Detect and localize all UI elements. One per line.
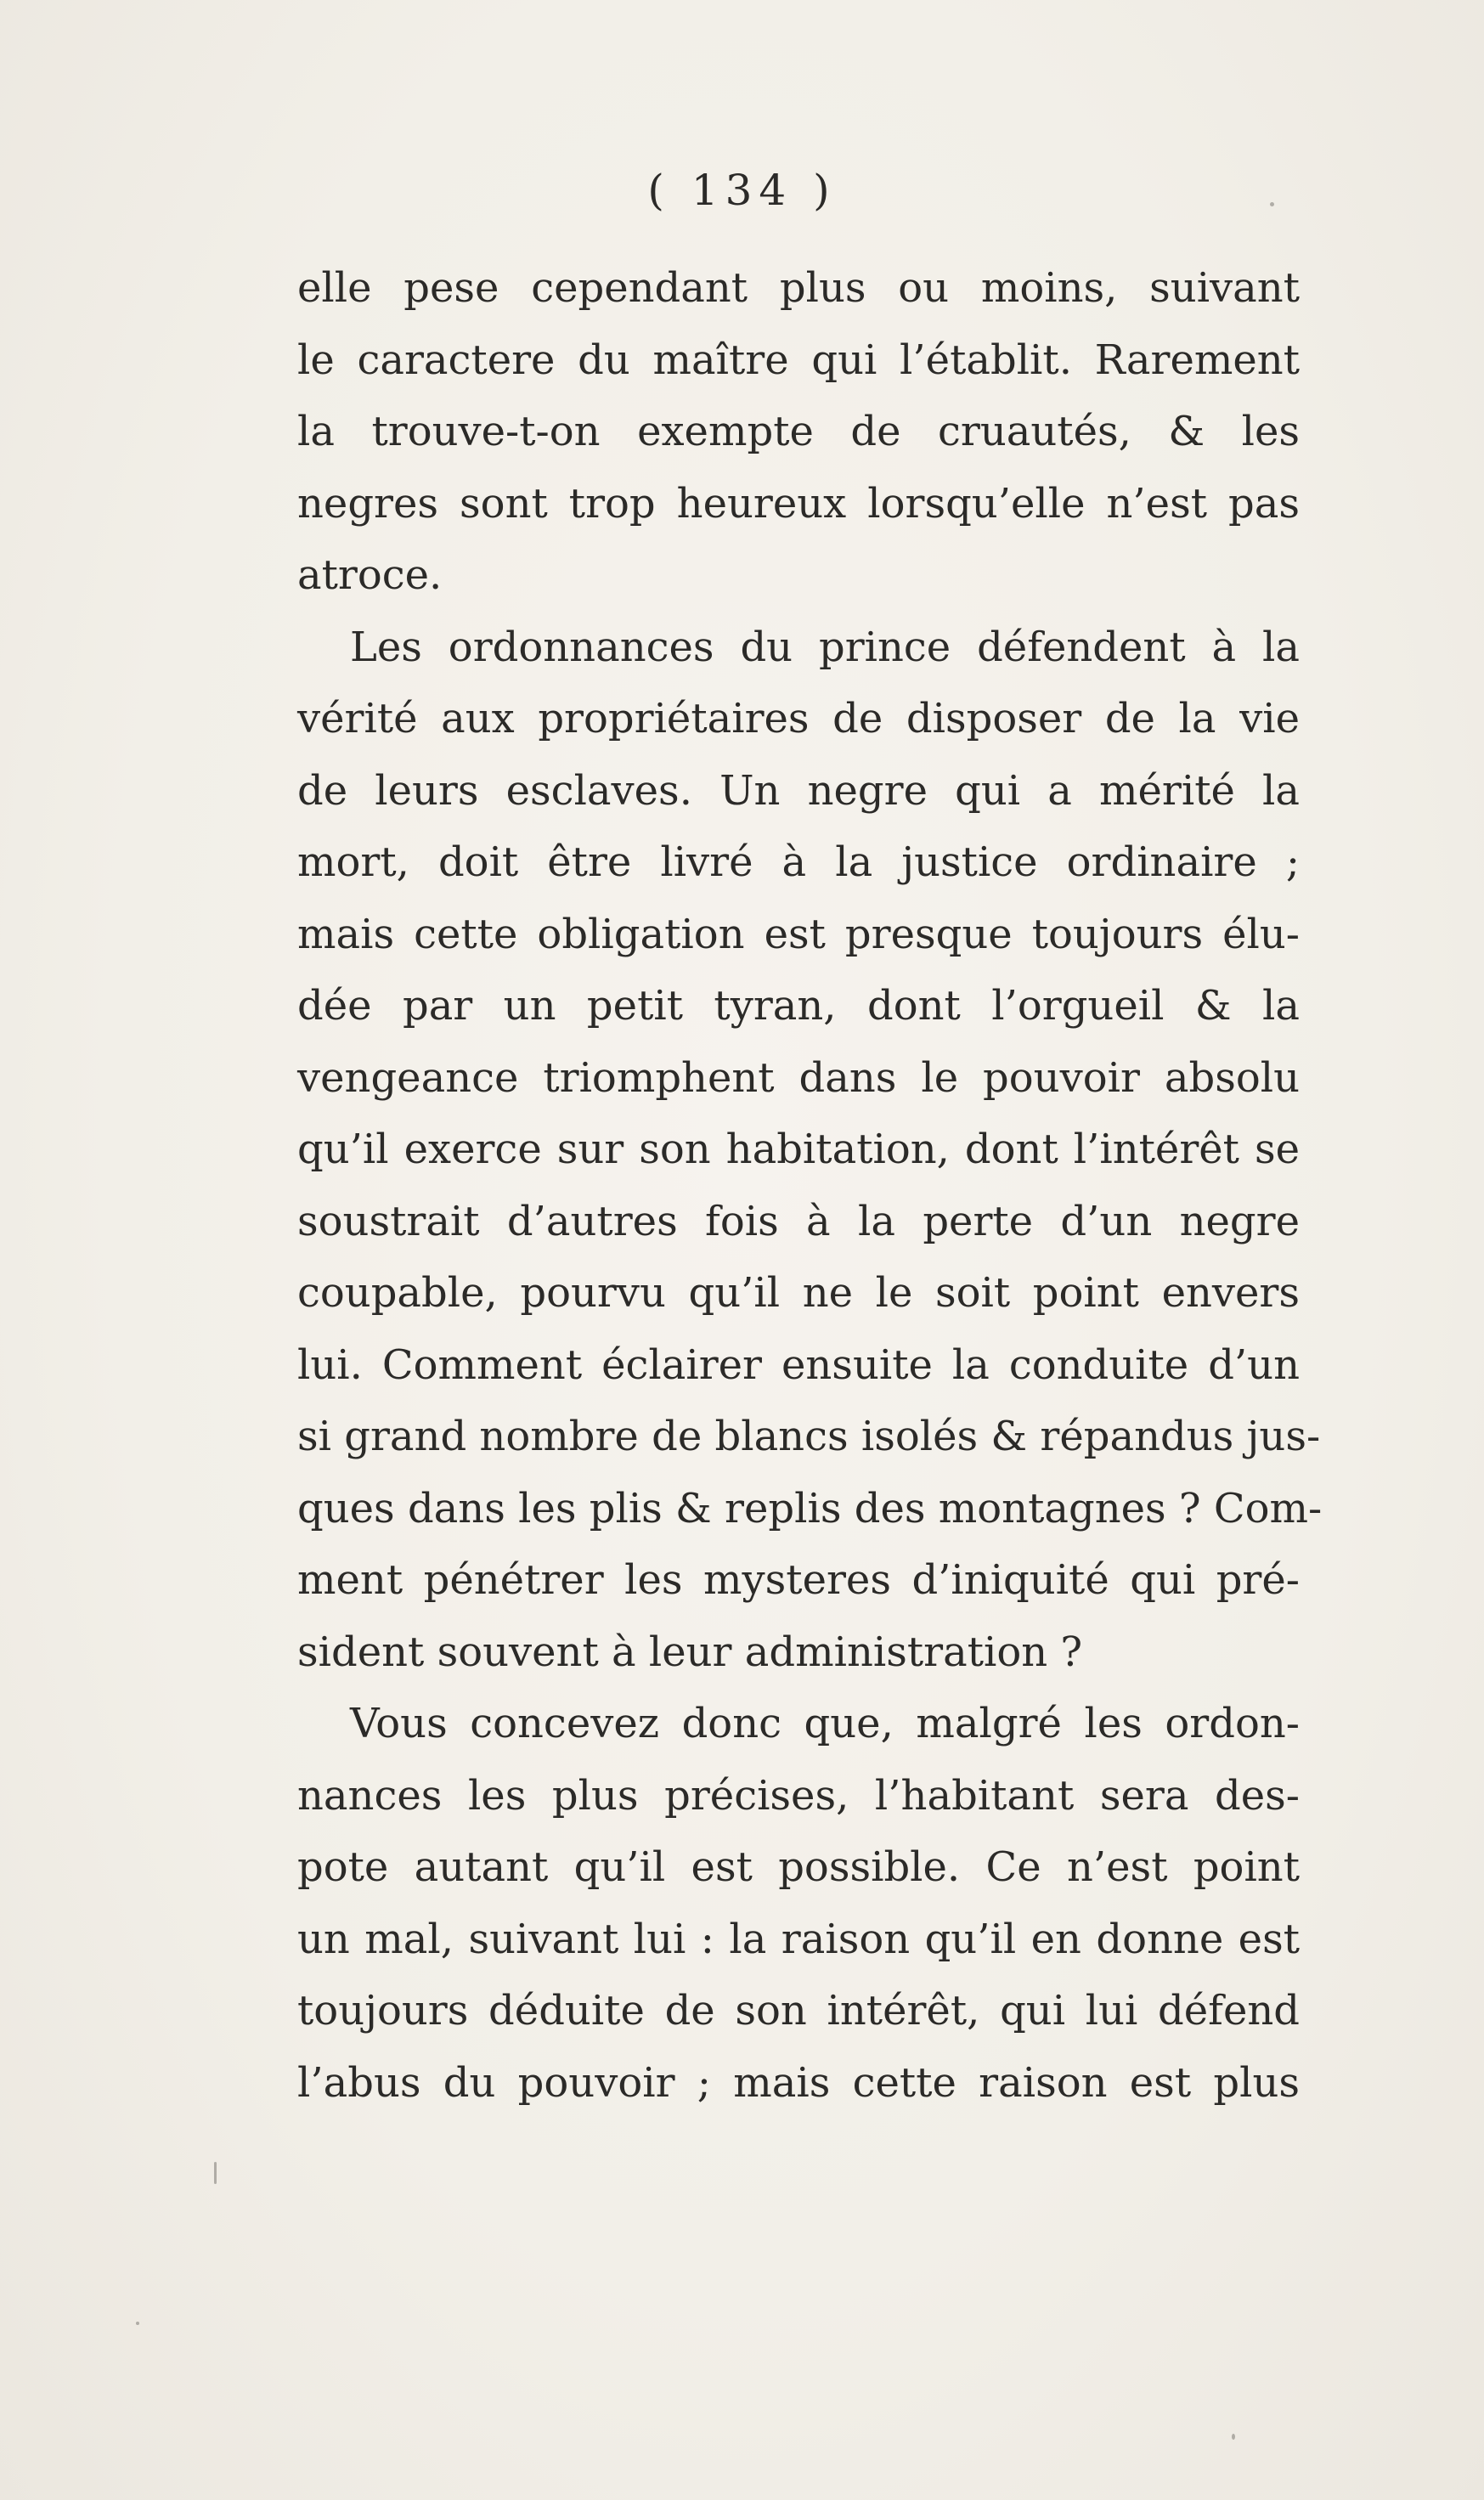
paper-speck: [1232, 2434, 1235, 2440]
text-line: mais cette obligation est presque toujours élu-: [297, 910, 1300, 958]
text-line: lui. Comment éclairer ensuite la conduite d’un: [297, 1340, 1300, 1389]
text-line: si grand nombre de blancs isolés & répandus jus-: [297, 1413, 1321, 1460]
text-line: vérité aux propriétaires de disposer de la vie: [297, 695, 1300, 742]
paper-speck: [214, 2162, 217, 2184]
text-line: de leurs esclaves. Un negre qui a mérité la: [297, 766, 1300, 815]
text-line: pote autant qu’il est possible. Ce n’est point: [297, 1843, 1300, 1891]
text-line: Les ordonnances du prince défendent à la: [350, 623, 1300, 671]
paper-speck: [1270, 202, 1274, 206]
text-line: dée par un petit tyran, dont l’orgueil & la: [297, 982, 1300, 1030]
text-line: soustrait d’autres fois à la perte d’un negre: [297, 1197, 1300, 1245]
text-line: mort, doit être livré à la justice ordinaire ;: [297, 838, 1300, 886]
paper-speck: [136, 2322, 139, 2325]
text-line: coupable, pourvu qu’il ne le soit point envers: [297, 1269, 1300, 1317]
text-line: atroce.: [297, 551, 443, 599]
text-line: elle pese cependant plus ou moins, suivant: [297, 264, 1300, 312]
text-line: la trouve-t-on exempte de cruautés, & les: [297, 408, 1300, 455]
text-line: qu’il exerce sur son habitation, dont l’intérêt se: [297, 1126, 1300, 1173]
body-text: [297, 252, 1323, 2119]
text-line: l’abus du pouvoir ; mais cette raison est plus: [297, 2058, 1300, 2107]
text-line: nances les plus précises, l’habitant sera des-: [297, 1771, 1300, 1820]
text-line: le caractere du maître qui l’établit. Rarement: [297, 336, 1300, 384]
text-line: ques dans les plis & replis des montagnes ? Com-: [297, 1484, 1323, 1532]
text-line: negres sont trop heureux lorsqu’elle n’est pas: [297, 479, 1300, 528]
page-number: ( 134 ): [647, 166, 837, 215]
text-line: sident souvent à leur administration ?: [297, 1628, 1083, 1676]
text-line: un mal, suivant lui : la raison qu’il en donne est: [297, 1915, 1300, 1963]
text-line: ment pénétrer les mysteres d’iniquité qui pré-: [297, 1556, 1300, 1604]
text-line: vengeance triomphent dans le pouvoir absolu: [297, 1053, 1300, 1102]
text-line: Vous concevez donc que, malgré les ordon-: [350, 1700, 1300, 1747]
text-line: toujours déduite de son intérêt, qui lui défend: [297, 1987, 1300, 2034]
